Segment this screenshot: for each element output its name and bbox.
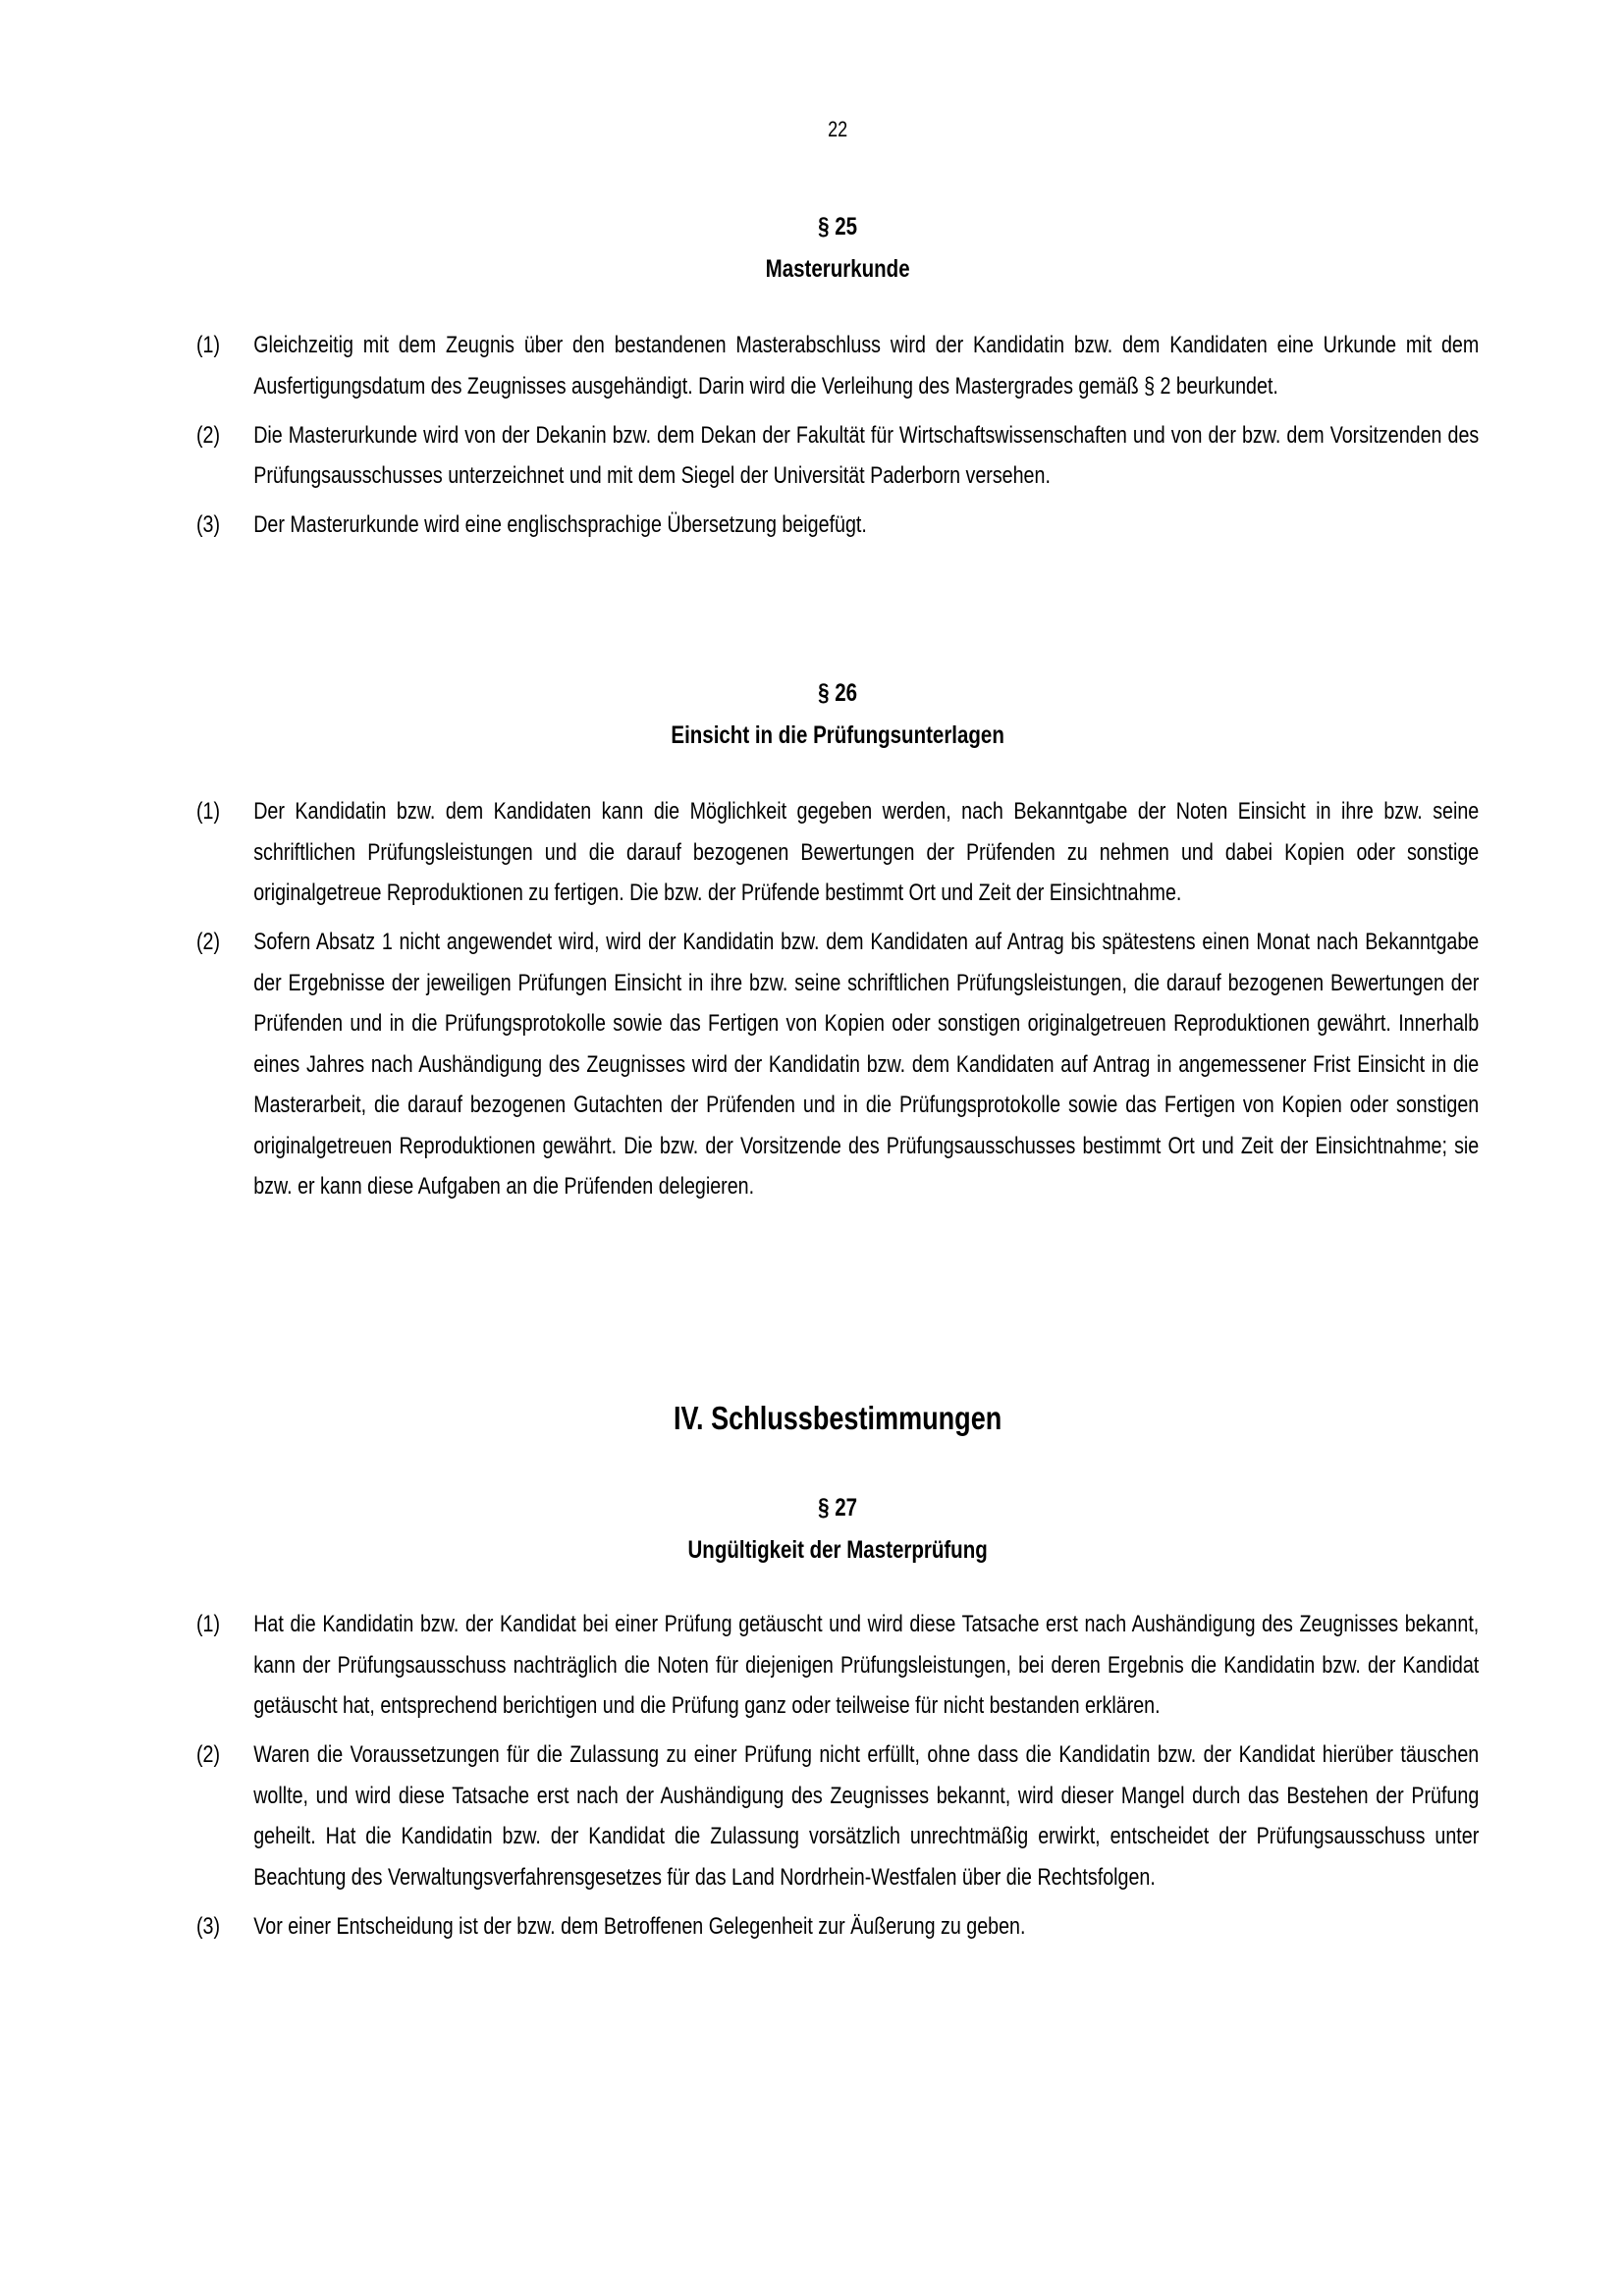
paragraph-number: (2)	[196, 1741, 221, 1768]
paragraph-number: (2)	[196, 929, 221, 955]
section-25-paragraphs	[196, 325, 1479, 554]
paragraph	[196, 922, 1479, 1207]
paragraph-number: (1)	[196, 1611, 221, 1637]
paragraph-text: Sofern Absatz 1 nicht angewendet wird, wird der Kandidatin bzw. dem Kandidaten auf Antrag bis spätestens einen Monat nach Bekanntgabe der Ergebnisse der jeweiligen Prüfungen Einsicht in ihre bzw. seine schriftlichen Prüfungsleistungen, die darauf bezogenen Bewertungen der Prüfenden und in die Prüfungsprotokolle sowie das Fertigen von Kopien oder sonstigen originalgetreuen Reproduktionen gewährt. Innerhalb eines Jahres nach Aushändigung des Zeugnisses wird der Kandidatin bzw. dem Kandidaten auf Antrag in angemessener Frist Einsicht in die Masterarbeit, die darauf bezogenen Gutachten der Prüfenden und in die Prüfungsprotokolle sowie das Fertigen von Kopien oder sonstigen originalgetreuen Reproduktionen gewährt. Die bzw. der Vorsitzende des Prüfungsausschusses bestimmt Ort und Zeit der Einsichtnahme; sie bzw. er kann diese Aufgaben an die Prüfenden delegieren.	[253, 929, 1480, 1200]
paragraph-text: Der Kandidatin bzw. dem Kandidaten kann die Möglichkeit gegeben werden, nach Bekanntgabe der Noten Einsicht in ihre bzw. seine schriftlichen Prüfungsleistungen und die darauf bezogenen Bewertungen der Prüfenden zu nehmen und dabei Kopien oder sonstige originalgetreue Reproduktionen zu fertigen. Die bzw. der Prüfende bestimmt Ort und Zeit der Einsichtnahme.	[253, 798, 1480, 906]
paragraph-number: (1)	[196, 798, 221, 825]
chapter-heading: IV. Schlussbestimmungen	[673, 1400, 1002, 1436]
section-title-27: Ungültigkeit der Masterprüfung	[687, 1536, 988, 1564]
section-27-paragraphs	[196, 1604, 1479, 1955]
paragraph-text: Die Masterurkunde wird von der Dekanin bzw. dem Dekan der Fakultät für Wirtschaftswissenschaften und von der bzw. dem Vorsitzenden des Prüfungsausschusses unterzeichnet und mit dem Siegel der Universität Paderborn versehen.	[253, 421, 1480, 489]
paragraph	[196, 505, 1479, 546]
section-number-26: § 26	[818, 679, 858, 707]
paragraph-number: (1)	[196, 332, 221, 358]
paragraph	[196, 791, 1479, 914]
paragraph-number: (3)	[196, 511, 221, 538]
paragraph	[196, 415, 1479, 497]
paragraph-text: Gleichzeitig mit dem Zeugnis über den bestandenen Masterabschluss wird der Kandidatin bzw. dem Kandidaten eine Urkunde mit dem Ausfertigungsdatum des Zeugnisses ausgehändigt. Darin wird die Verleihung des Mastergrades gemäß § 2 beurkundet.	[253, 332, 1480, 400]
paragraph-number: (3)	[196, 1912, 221, 1940]
paragraph	[196, 1906, 1479, 1948]
section-title-26: Einsicht in die Prüfungsunterlagen	[671, 721, 1004, 749]
paragraph-text: Waren die Voraussetzungen für die Zulassung zu einer Prüfung nicht erfüllt, ohne dass die Kandidatin bzw. der Kandidat hierüber täuschen wollte, und wird diese Tatsache erst nach der Aushändigung des Zeugnisses bekannt, wird dieser Mangel durch das Bestehen der Prüfung geheilt. Hat die Kandidatin bzw. der Kandidat die Zulassung vorsätzlich unrechtmäßig erwirkt, entscheidet der Prüfungsausschuss unter Beachtung des Verwaltungsverfahrensgesetzes für das Land Nordrhein-Westfalen über die Rechtsfolgen.	[253, 1741, 1480, 1891]
section-number-25: § 25	[818, 213, 858, 240]
section-title-25: Masterurkunde	[765, 255, 910, 283]
paragraph-text: Vor einer Entscheidung ist der bzw. dem Betroffenen Gelegenheit zur Äußerung zu geben.	[253, 1912, 1026, 1940]
section-26-paragraphs	[196, 791, 1479, 1215]
paragraph	[196, 1735, 1479, 1897]
paragraph-text: Hat die Kandidatin bzw. der Kandidat bei einer Prüfung getäuscht und wird diese Tatsache erst nach Aushändigung des Zeugnisses bekannt, kann der Prüfungsausschuss nachträglich die Noten für diejenigen Prüfungsleistungen, bei deren Ergebnis die Kandidatin bzw. der Kandidat getäuscht hat, entsprechend berichtigen und die Prüfung ganz oder teilweise für nicht bestanden erklären.	[253, 1611, 1480, 1719]
page-number: 22	[828, 117, 848, 141]
paragraph-text: Der Masterurkunde wird eine englischsprachige Übersetzung beigefügt.	[253, 511, 867, 538]
section-number-27: § 27	[818, 1494, 858, 1522]
paragraph	[196, 1604, 1479, 1727]
paragraph	[196, 325, 1479, 406]
paragraph-number: (2)	[196, 421, 221, 449]
